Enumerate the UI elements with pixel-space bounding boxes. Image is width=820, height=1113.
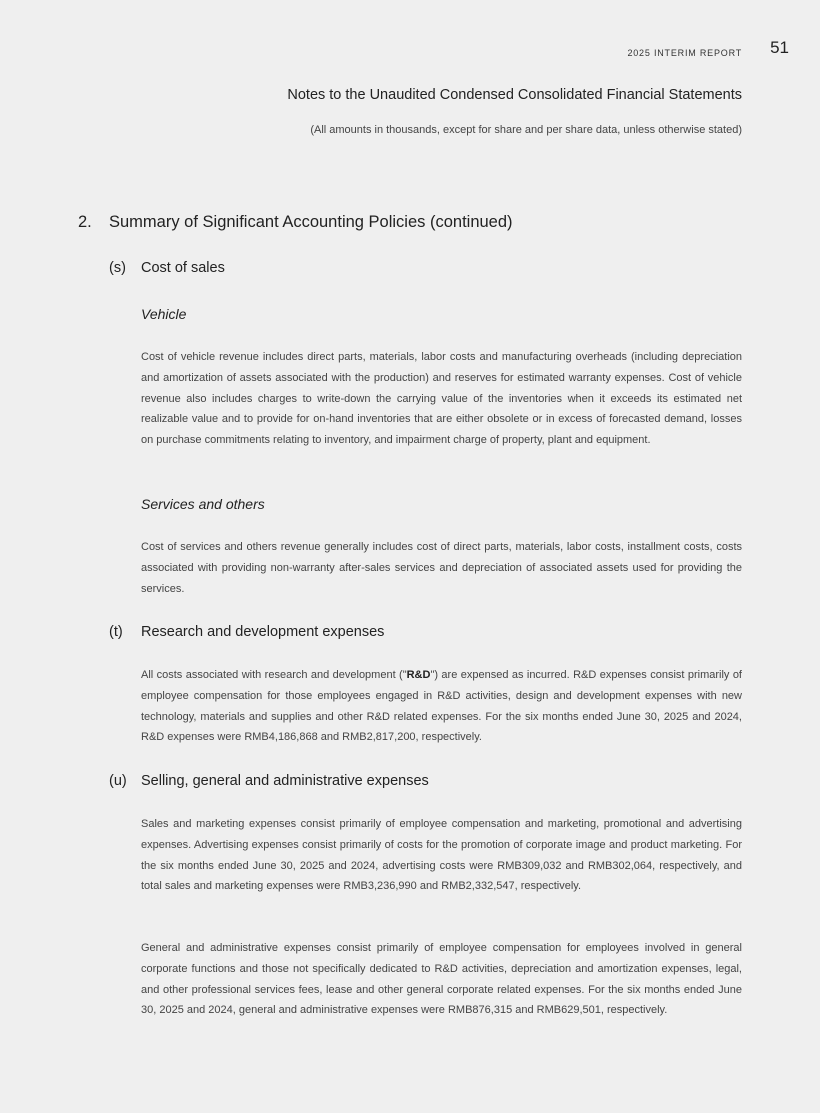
page-number: 51 bbox=[770, 38, 789, 57]
subsection-u-title: Selling, general and administrative expenses bbox=[141, 773, 429, 789]
subsection-u-heading bbox=[109, 773, 429, 789]
services-paragraph: Cost of services and others revenue generally includes cost of direct parts, materials, labor costs, installment costs, costs associated with providing non-warranty after-sales services and depreciation of associated assets used for providing the services. bbox=[141, 541, 742, 595]
section-number: 2. bbox=[78, 213, 92, 231]
report-label: 2025 INTERIM REPORT bbox=[627, 48, 742, 58]
subsection-t-heading bbox=[109, 624, 384, 640]
subsection-t-title: Research and development expenses bbox=[141, 624, 385, 640]
general-admin-paragraph: General and administrative expenses consist primarily of employee compensation for employees involved in general corporate functions and those not specifically dedicated to R&D activities, depreciation and amortization expenses, legal, and other professional services fees, lease and other general corporate related expenses. For the six months ended June 30, 2025 and 2024, general and administrative expenses were RMB876,315 and RMB629,501, respectively. bbox=[141, 942, 742, 1017]
subsection-s-heading bbox=[109, 260, 225, 276]
rd-text-after: ") are expensed as incurred. R&D expenses consist primarily of employee compensation for those employees engaged in R&D activities, design and development expenses with new technology, materials and supplies and other R&D related expenses. For the six months ended June 30, 2025 and 2024, R&D expenses were RMB4,186,868 and RMB2,817,200, respectively. bbox=[141, 669, 742, 744]
page-subtitle: (All amounts in thousands, except for share and per share data, unless otherwise stated) bbox=[310, 124, 742, 136]
subsection-s-label: (s) bbox=[109, 260, 126, 276]
subsection-s-title: Cost of sales bbox=[141, 260, 225, 276]
subsection-t-label: (t) bbox=[109, 624, 123, 640]
rd-text-before: All costs associated with research and development (" bbox=[141, 669, 407, 681]
services-heading: Services and others bbox=[141, 496, 265, 512]
sales-marketing-paragraph: Sales and marketing expenses consist primarily of employee compensation and marketing, promotional and advertising expenses. Advertising expenses consist primarily of costs for the promotion of corporate image and product marketing. For the six months ended June 30, 2025 and 2024, advertising costs were RMB309,032 and RMB302,064, respectively, and total sales and marketing expenses were RMB3,236,990 and RMB2,332,547, respectively. bbox=[141, 818, 742, 893]
vehicle-heading: Vehicle bbox=[141, 306, 187, 322]
page-title: Notes to the Unaudited Condensed Consolidated Financial Statements bbox=[287, 87, 742, 103]
section-title: Summary of Significant Accounting Policies (continued) bbox=[109, 213, 513, 231]
rd-paragraph bbox=[141, 665, 742, 748]
subsection-u-label: (u) bbox=[109, 773, 127, 789]
rd-term: R&D bbox=[406, 669, 431, 681]
vehicle-paragraph: Cost of vehicle revenue includes direct parts, materials, labor costs and manufacturing overheads (including depreciation and amortization of assets associated with the production) and reserves for estimated warranty expenses. Cost of vehicle revenue also includes charges to write-down the carrying value of the inventories when it exceeds its estimated net realizable value and to provide for on-hand inventories that are either obsolete or in excess of forecasted demand, losses on purchase commitments relating to inventory, and impairment charge of property, plant and equipment. bbox=[141, 351, 742, 447]
section-heading bbox=[78, 213, 513, 232]
